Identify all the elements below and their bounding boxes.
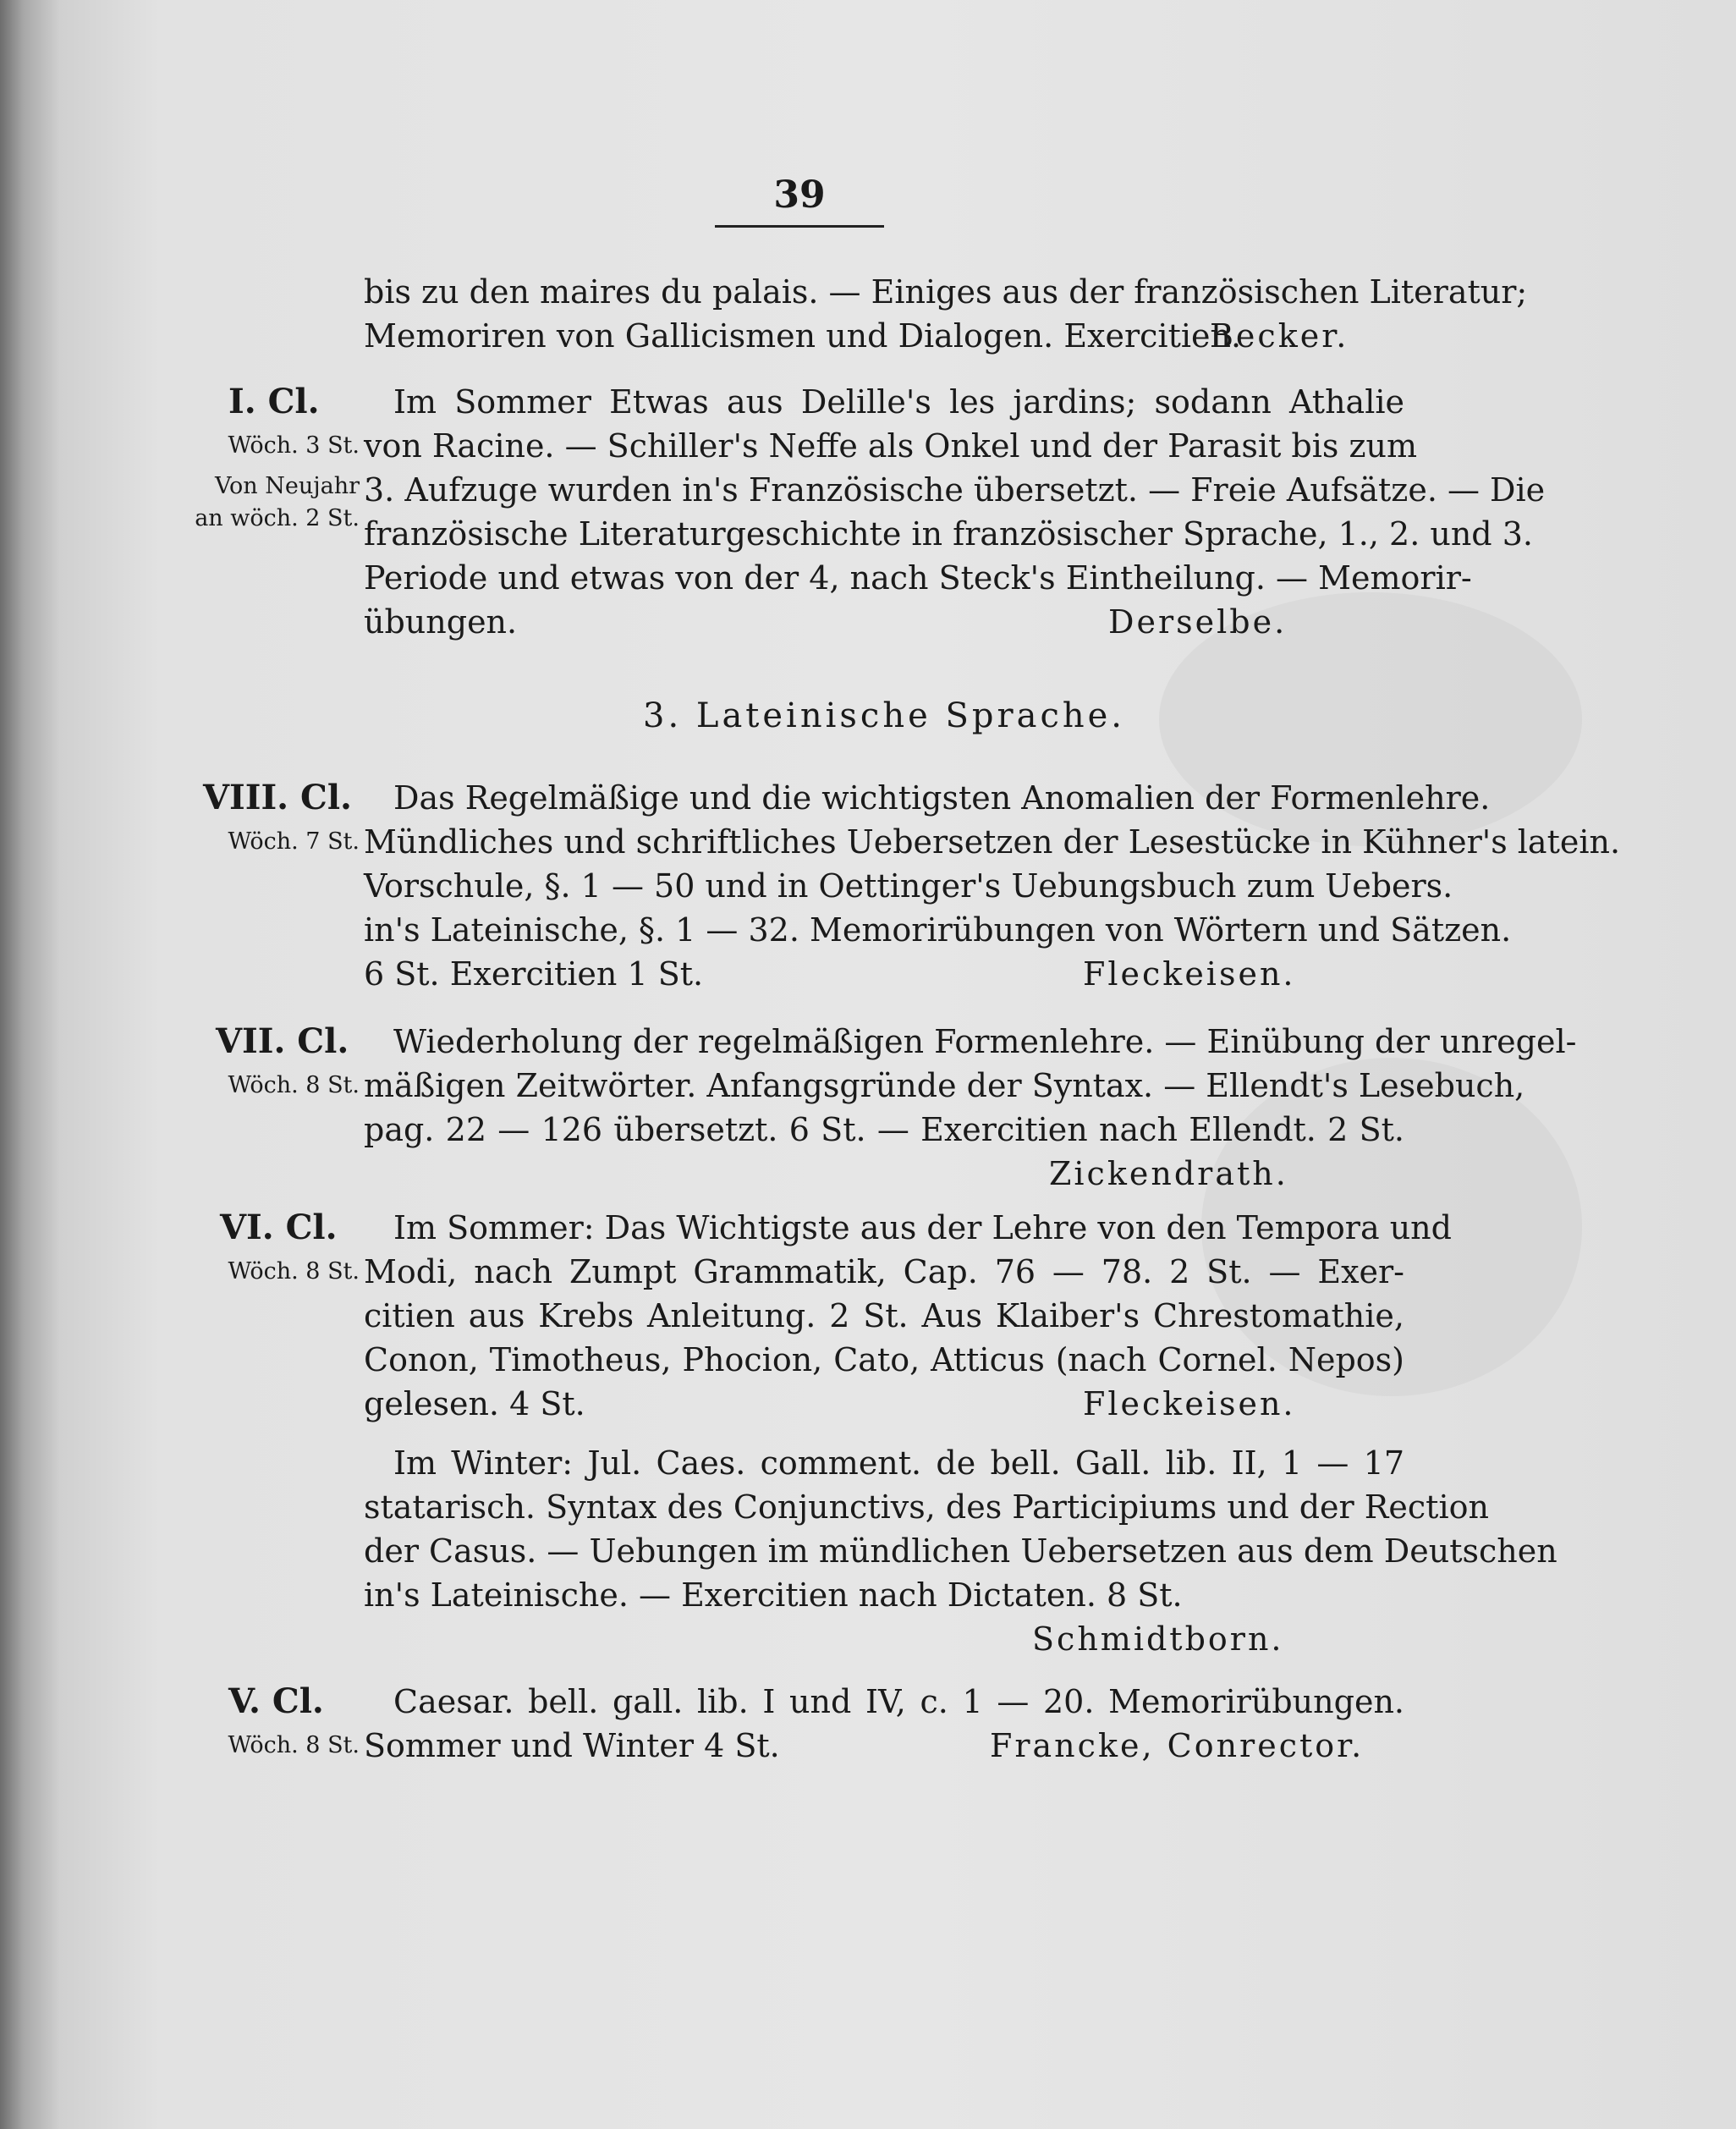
text-line: Modi, nach Zumpt Grammatik, Cap. 76 — 78. 2 St. — Exer- (364, 1253, 1404, 1290)
class-label: I. Cl. (228, 382, 320, 421)
text-line: übungen. (364, 603, 518, 641)
class-label: VII. Cl. (216, 1021, 349, 1061)
margin-note: Wöch. 8 St. (228, 1258, 360, 1285)
teacher-signature: Fleckeisen. (1083, 1385, 1296, 1422)
text-line: Im Winter: Jul. Caes. comment. de bell. Gall. lib. II, 1 — 17 (393, 1444, 1404, 1482)
teacher-signature: Fleckeisen. (1083, 955, 1296, 993)
class-label: V. Cl. (228, 1681, 324, 1721)
text-line: Caesar. bell. gall. lib. I und IV, c. 1 — 20. Memorirübungen. (393, 1683, 1404, 1720)
teacher-signature: Schmidtborn. (1032, 1620, 1284, 1658)
text-line: französische Literaturgeschichte in französischer Sprache, 1., 2. und 3. (364, 515, 1533, 553)
margin-note: Von Neujahr (214, 473, 360, 499)
text-line: Mündliches und schriftliches Uebersetzen der Lesestücke in Kühner's latein. (364, 823, 1621, 861)
margin-note: Wöch. 7 St. (228, 828, 360, 855)
text-line: mäßigen Zeitwörter. Anfangsgründe der Syntax. — Ellendt's Lesebuch, (364, 1067, 1525, 1104)
class-label: VIII. Cl. (203, 778, 352, 817)
text-line: der Casus. — Uebungen im mündlichen Uebersetzen aus dem Deutschen (364, 1532, 1557, 1570)
class-label: VI. Cl. (220, 1208, 338, 1247)
teacher-signature: Becker. (1210, 317, 1349, 355)
text-line: Sommer und Winter 4 St. (364, 1727, 780, 1764)
text-line: Im Sommer: Das Wichtigste aus der Lehre von den Tempora und (393, 1209, 1452, 1246)
page-number: 39 (773, 173, 826, 217)
text-line: 3. Aufzuge wurden in's Französische übersetzt. — Freie Aufsätze. — Die (364, 471, 1546, 509)
text-line: Das Regelmäßige und die wichtigsten Anomalien der Formenlehre. (393, 779, 1491, 817)
book-spine-shadow (0, 0, 59, 2129)
margin-note: Wöch. 3 St. (228, 432, 360, 459)
text-line: Memoriren von Gallicismen und Dialogen. Exercitien. (364, 317, 1242, 355)
text-line: Vorschule, §. 1 — 50 und in Oettinger's Uebungsbuch zum Uebers. (364, 867, 1453, 905)
text-line: Conon, Timotheus, Phocion, Cato, Atticus (nach Cornel. Nepos) (364, 1341, 1404, 1378)
text-line: gelesen. 4 St. (364, 1385, 585, 1422)
text-line: bis zu den maires du palais. — Einiges aus der französischen Literatur; (364, 273, 1528, 311)
page-number-rule (715, 225, 884, 228)
text-line: Periode und etwas von der 4, nach Steck's Eintheilung. — Memorir- (364, 559, 1472, 597)
teacher-signature: Francke, Conrector. (990, 1727, 1365, 1764)
text-line: 6 St. Exercitien 1 St. (364, 955, 704, 993)
text-line: Wiederholung der regelmäßigen Formenlehre. — Einübung der unregel- (393, 1023, 1577, 1060)
teacher-signature: Derselbe. (1108, 603, 1288, 641)
text-line: in's Lateinische. — Exercitien nach Dictaten. 8 St. (364, 1576, 1183, 1614)
margin-note: Wöch. 8 St. (228, 1072, 360, 1098)
teacher-signature: Zickendrath. (1049, 1155, 1288, 1192)
text-line: Im Sommer Etwas aus Delille's les jardins; sodann Athalie (393, 383, 1404, 421)
section-title: 3. Lateinische Sprache. (643, 696, 1125, 735)
margin-note: an wöch. 2 St. (195, 505, 360, 531)
text-line: von Racine. — Schiller's Neffe als Onkel und der Parasit bis zum (364, 427, 1418, 465)
text-line: pag. 22 — 126 übersetzt. 6 St. — Exercitien nach Ellendt. 2 St. (364, 1111, 1404, 1148)
text-line: in's Lateinische, §. 1 — 32. Memorirübungen von Wörtern und Sätzen. (364, 911, 1512, 949)
margin-note: Wöch. 8 St. (228, 1732, 360, 1758)
text-line: citien aus Krebs Anleitung. 2 St. Aus Klaiber's Chrestomathie, (364, 1297, 1404, 1334)
text-line: statarisch. Syntax des Conjunctivs, des Participiums und der Rection (364, 1488, 1489, 1526)
